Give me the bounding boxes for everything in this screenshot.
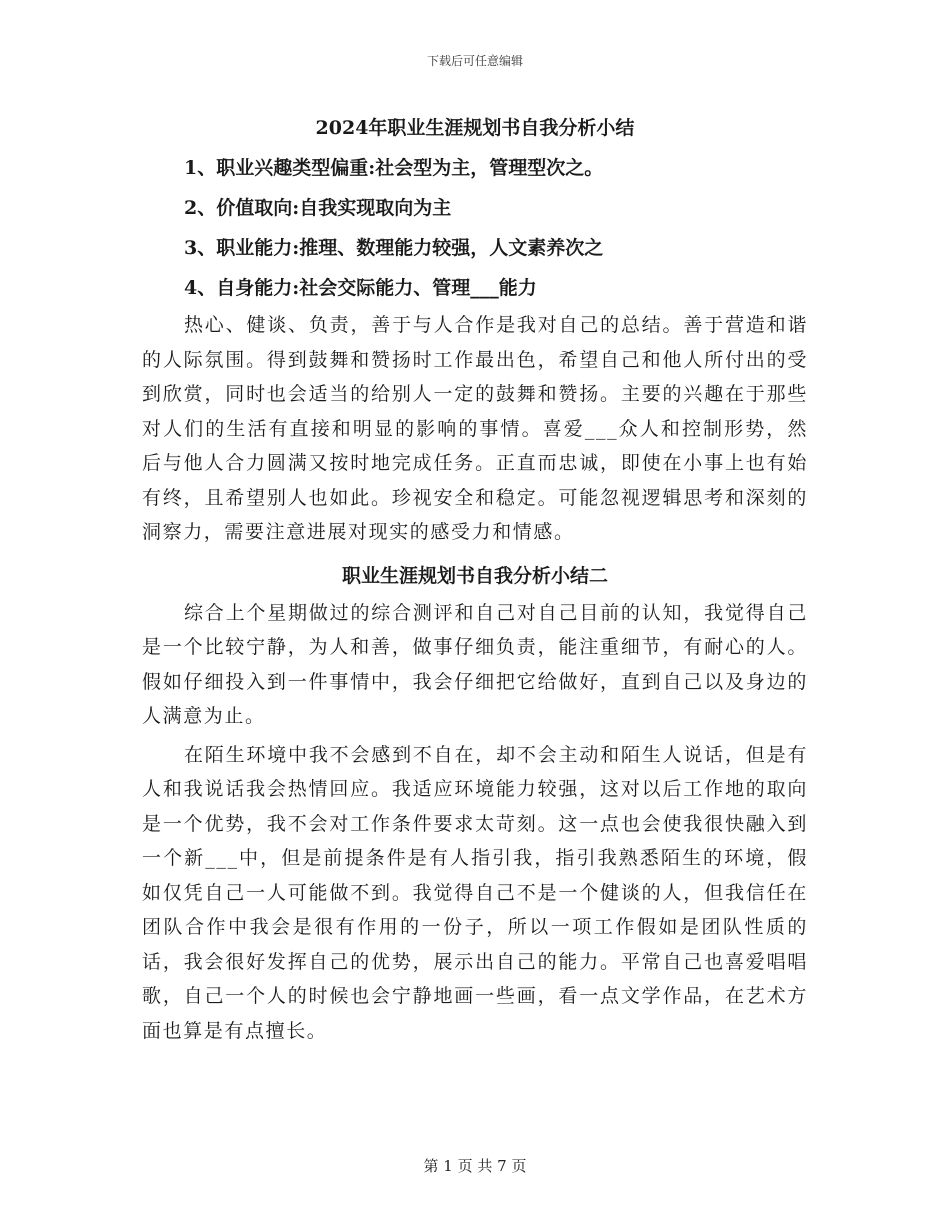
page-indicator: 第 1 页 共 7 页 xyxy=(423,1157,527,1175)
section1-paragraph: 热心、健谈、负责，善于与人合作是我对自己的总结。善于营造和谐的人际氛围。得到鼓舞和赞扬时工作最出色，希望自己和他人所付出的受到欣赏，同时也会适当的给别人一定的鼓舞和赞扬。主要的兴趣在于那些对人们的生活有直接和明显的影响的事情。喜爱___众人和控制形势，然后与他人合力圆满又按时地完成任务。正直而忠诚，即使在小事上也有始有终，且希望别人也如此。珍视安全和稳定。可能忽视逻辑思考和深刻的洞察力，需要注意进展对现实的感受力和情感。 xyxy=(142,314,808,543)
header-note: 下载后可任意编辑 xyxy=(426,54,523,68)
section2-paragraph-1: 综合上个星期做过的综合测评和自己对自己目前的认知，我觉得自己是一个比较宁静，为人和善，做事仔细负责，能注重细节，有耐心的人。假如仔细投入到一件事情中，我会仔细把它给做好，直到自己以及身边的人满意为止。 xyxy=(142,601,808,727)
summary-point-3: 3、职业能力:推理、数理能力较强，人文素养次之 xyxy=(184,237,604,259)
document-title: 2024年职业生涯规划书自我分析小结 xyxy=(315,117,635,139)
summary-point-1: 1、职业兴趣类型偏重:社会型为主，管理型次之。 xyxy=(184,157,604,179)
section2-title: 职业生涯规划书自我分析小结二 xyxy=(341,564,608,587)
summary-point-4: 4、自身能力:社会交际能力、管理___能力 xyxy=(184,277,537,299)
summary-point-2: 2、价值取向:自我实现取向为主 xyxy=(184,197,452,219)
document-body xyxy=(142,108,808,1048)
section2-paragraph-2: 在陌生环境中我不会感到不自在，却不会主动和陌生人说话，但是有人和我说话我会热情回应。我适应环境能力较强，这对以后工作地的取向是一个优势，我不会对工作条件要求太苛刻。这一点也会使我很快融入到一个新___中，但是前提条件是有人指引我，指引我熟悉陌生的环境，假如仅凭自己一人可能做不到。我觉得自己不是一个健谈的人，但我信任在团队合作中我会是很有作用的一份子，所以一项工作假如是团队性质的话，我会很好发挥自己的优势，展示出自己的能力。平常自己也喜爱唱唱歌，自己一个人的时候也会宁静地画一些画，看一点文学作品，在艺术方面也算是有点擅长。 xyxy=(142,743,808,1042)
